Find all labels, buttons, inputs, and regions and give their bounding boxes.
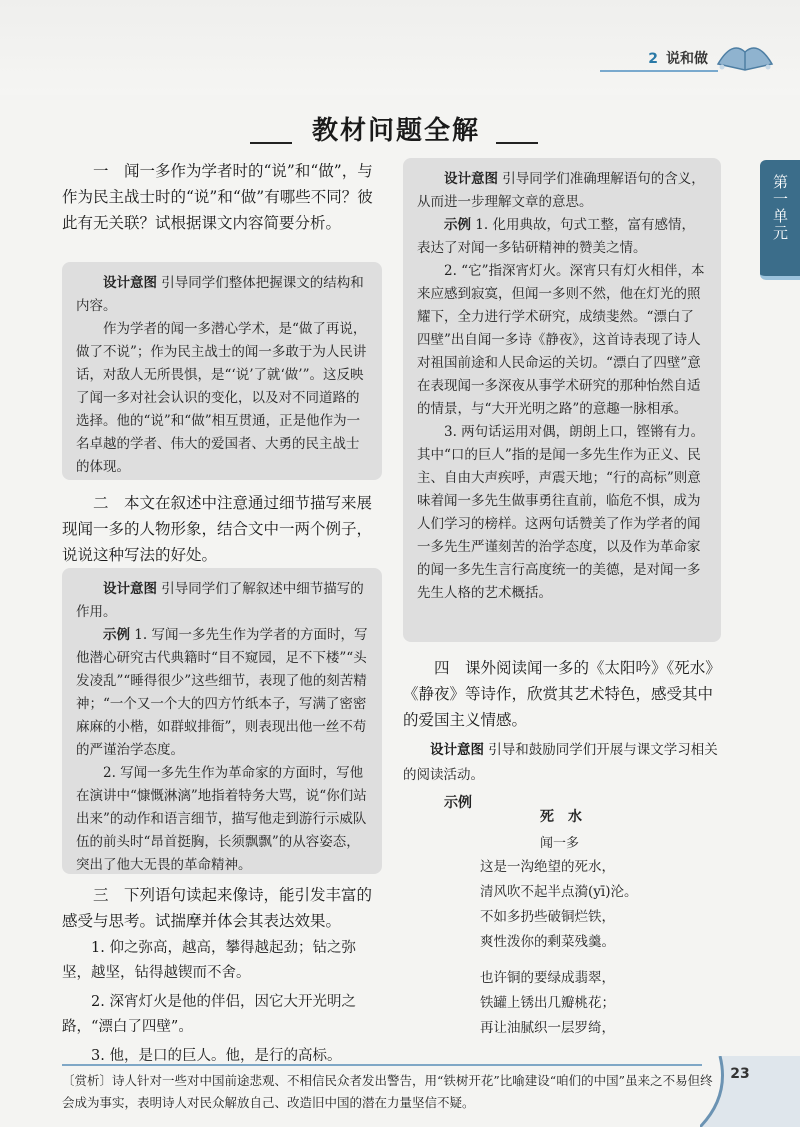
poem-line: 这是一沟绝望的死水， — [480, 859, 615, 875]
box3-intent-text: 引导同学们准确理解语句的含义，从而进一步理解文章的意思。 — [417, 171, 705, 210]
box3-example-1 — [417, 214, 707, 260]
box4-intent-line — [403, 738, 721, 788]
title-rule-right — [496, 142, 538, 144]
box4-intent — [403, 738, 721, 788]
question-1-text: 一 闻一多作为学者时的“说”和“做”，与作为民主战士时的“说”和“做”有哪些不同？彼此有无关联？试根据课文内容简要分析。 — [62, 162, 373, 232]
answer-box-1 — [62, 262, 382, 480]
poem-author: 闻一多 — [540, 836, 580, 851]
question-2-text: 二 本文在叙述中注意通过细节描写来展现闻一多的人物形象，结合文中一两个例子，说说这种写法的好处。 — [62, 494, 373, 564]
box4-label: 设计意图 — [430, 742, 484, 758]
question-2 — [62, 490, 380, 568]
question-3-sentence-3: 3. 他，是口的巨人。他，是行的高标。 — [91, 1048, 342, 1064]
box3-example-label: 示例 — [444, 217, 471, 233]
box2-example-label: 示例 — [103, 627, 130, 643]
question-3-text: 三 下列语句读起来像诗，能引发丰富的感受与思考。试揣摩并体会其表达效果。 — [62, 886, 373, 930]
unit-tab-label: 第一单元 — [771, 174, 789, 242]
question-3-sentence-2: 2. 深宵灯火是他的伴侣，因它大开光明之路，“漂白了四壁”。 — [62, 994, 356, 1035]
box2-example-1 — [76, 624, 368, 762]
header-rule — [600, 70, 718, 72]
box2-intent — [76, 578, 368, 624]
unit-tab — [760, 160, 800, 280]
box3-example-2: 2. “它”指深宵灯火。深宵只有灯火相伴，本来应感到寂寞，但闻一多则不然，他在灯光的照耀下，全力进行学术研究，成绩斐然。“漂白了四壁”出自闻一多诗《静夜》，这首诗表现了诗人对祖国前途和人民命运的关切。“漂白了四壁”意在表现闻一多深夜从事学术研究的那种怡然自适的情景，与“大开光明之路”的意趣一脉相承。 — [417, 263, 705, 417]
box1-intent — [76, 272, 368, 318]
box3-intent — [417, 168, 707, 214]
box2-intent-text: 引导同学们了解叙述中细节描写的作用。 — [76, 581, 364, 620]
poem-stanza-2 — [480, 966, 615, 1041]
question-1 — [62, 158, 380, 236]
poem-line: 也许铜的要绿成翡翠， — [480, 970, 615, 986]
poem-line: 再让油腻织一层罗绮， — [480, 1020, 615, 1036]
question-3-sentence-1: 1. 仰之弥高，越高，攀得越起劲；钻之弥坚，越坚，钻得越锲而不舍。 — [62, 940, 356, 981]
answer-box-2 — [62, 568, 382, 874]
question-3 — [62, 882, 380, 1069]
box2-label: 设计意图 — [103, 581, 157, 597]
box1-label: 设计意图 — [103, 275, 157, 291]
question-4 — [403, 655, 721, 733]
chapter-title: 说和做 — [666, 51, 708, 67]
answer-box-3 — [403, 158, 721, 642]
box1-intent-text: 引导同学们整体把握课文的结构和内容。 — [76, 275, 364, 314]
box2-example-1-text: 1. 写闻一多先生作为学者的方面时，写他潜心研究古代典籍时“目不窥园，足不下楼”“头发凌乱”“睡得很少”这些细节，表现了他的刻苦精神；“一个又一个大的四方竹纸本子，写满了密密麻麻的小楷，如群蚁排衙”，则表现出他一丝不苟的严谨治学态度。 — [76, 627, 368, 758]
poem-line: 爽性泼你的剩菜残羹。 — [480, 934, 615, 950]
poem-example-label: 示例 — [444, 795, 472, 811]
box3-example-1-text: 1. 化用典故，句式工整，富有感情，表达了对闻一多钻研精神的赞美之情。 — [417, 217, 695, 256]
poem-line: 铁罐上锈出几瓣桃花； — [480, 995, 615, 1011]
poem-title: 死 水 — [540, 809, 582, 825]
box2-example-2: 2. 写闻一多先生作为革命家的方面时，写他在演讲中“慷慨淋漓”地指着特务大骂，说“你们站出来”的动作和语言细节，描写他走到游行示威队伍的前头时“昂首挺胸，长须飘飘”的从容姿态，突出了他大无畏的革命精神。 — [76, 765, 367, 873]
poem-line: 不如多扔些破铜烂铁， — [480, 909, 615, 925]
poem-stanza-1 — [480, 855, 637, 955]
box1-paragraph: 作为学者的闻一多潜心学术，是“做了再说，做了不说”；作为民主战士的闻一多敢于为人民讲话，对敌人无所畏惧，是“‘说’了就‘做’”。这反映了闻一多对社会认识的变化，以及对不同道路的选择。他的“说”和“做”相互贯通，正是他作为一名卓越的学者、伟大的爱国者、大勇的民主战士的体现。 — [76, 321, 367, 475]
footnote-rule — [62, 1064, 702, 1066]
section-title: 教材问题全解 — [311, 116, 480, 146]
question-4-text: 四 课外阅读闻一多的《太阳吟》《死水》《静夜》等诗作，欣赏其艺术特色，感受其中的爱国主义情感。 — [403, 659, 721, 729]
box4-intent-text: 引导和鼓励同学们开展与课文学习相关的阅读活动。 — [403, 742, 718, 783]
chapter-number: 2 — [648, 51, 658, 67]
chapter-header — [648, 48, 708, 68]
poem-line: 清风吹不起半点漪(yī)沦。 — [480, 884, 638, 900]
book-emblem-icon — [712, 34, 778, 74]
appreciation-footnote: 〔赏析〕诗人针对一些对中国前途悲观、不相信民众者发出警告，用“铁树开花”比喻建设“咱们的中国”虽来之不易但终会成为事实，表明诗人对民众解放自己、改造旧中国的潜在力量坚信不疑。 — [62, 1073, 713, 1110]
page-number: 23 — [730, 1066, 750, 1082]
box3-label: 设计意图 — [444, 171, 498, 187]
box3-example-3: 3. 两句话运用对偶，朗朗上口，铿锵有力。其中“口的巨人”指的是闻一多先生作为正义、民主、自由大声疾呼，声震天地；“行的高标”则意味着闻一多先生做事勇往直前，临危不惧，成为人们学习的榜样。这两句话赞美了作为学者的闻一多先生严谨刻苦的治学态度，以及作为革命家的闻一多先生言行高度统一的美德，是对闻一多先生人格的艺术概括。 — [417, 424, 705, 601]
